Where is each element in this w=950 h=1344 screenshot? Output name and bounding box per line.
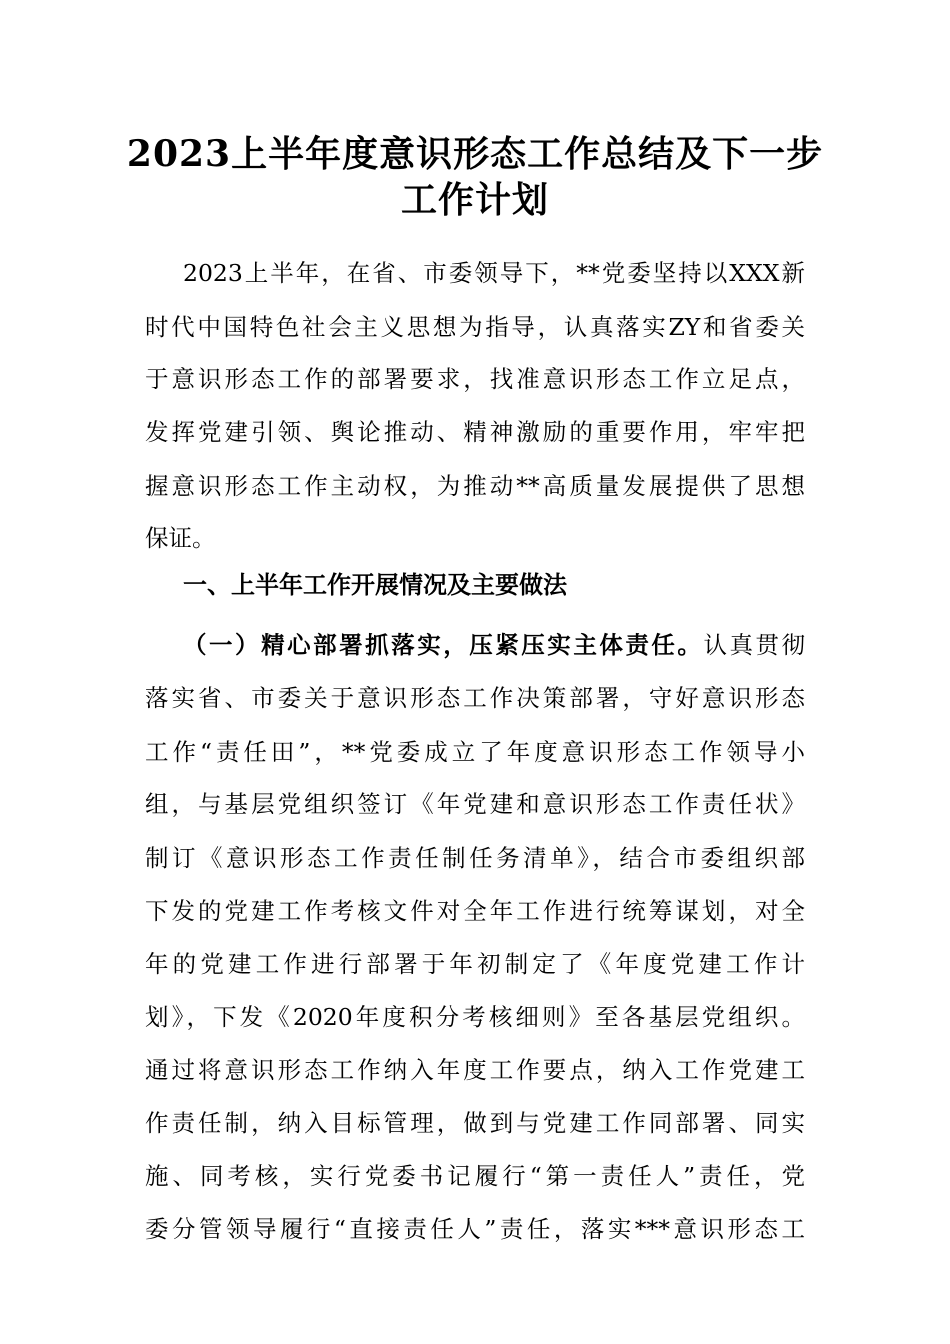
body-paragraph-line: 施、同考核，实行党委书记履行“第一责任人”责任，党	[145, 1162, 805, 1190]
subsection-heading: （一）精心部署抓落实，压紧压实主体责任。	[183, 631, 704, 659]
body-paragraph-line: 年的党建工作进行部署于年初制定了《年度党建工作计	[145, 950, 805, 978]
intro-paragraph-line: 握意识形态工作主动权，为推动**高质量发展提供了思想	[145, 472, 805, 500]
body-paragraph-line: 划》，下发《2020年度积分考核细则》至各基层党组织。	[145, 1003, 805, 1031]
body-paragraph-line: 组，与基层党组织签订《年党建和意识形态工作责任状》	[145, 790, 805, 818]
intro-paragraph-line: 于意识形态工作的部署要求，找准意识形态工作立足点，	[145, 365, 805, 393]
subsection-lead-tail: 认真贯彻	[703, 631, 806, 659]
body-paragraph-line: 委分管领导履行“直接责任人”责任，落实***意识形态工	[145, 1215, 805, 1243]
body-paragraph-line: 制订《意识形态工作责任制任务清单》，结合市委组织部	[145, 844, 805, 872]
document-title-line-2: 工作计划	[400, 179, 549, 221]
section-heading: 一、上半年工作开展情况及主要做法	[183, 570, 567, 599]
body-paragraph-line: 通过将意识形态工作纳入年度工作要点，纳入工作党建工	[145, 1056, 805, 1084]
subsection-lead-line	[183, 628, 805, 662]
body-paragraph-line: 工作“责任田”，**党委成立了年度意识形态工作领导小	[145, 738, 805, 766]
body-paragraph-line: 下发的党建工作考核文件对全年工作进行统筹谋划，对全	[145, 897, 805, 925]
intro-paragraph-line: 时代中国特色社会主义思想为指导，认真落实ZY和省委关	[145, 313, 805, 341]
body-paragraph-line: 落实省、市委关于意识形态工作决策部署，守好意识形态	[145, 684, 805, 712]
document-title-line-1: 2023上半年度意识形态工作总结及下一步	[126, 133, 824, 175]
intro-paragraph-line: 保证。	[145, 524, 216, 552]
body-paragraph-line: 作责任制，纳入目标管理，做到与党建工作同部署、同实	[145, 1109, 805, 1137]
intro-paragraph-line: 发挥党建引领、舆论推动、精神激励的重要作用，牢牢把	[145, 418, 805, 446]
intro-paragraph-line: 2023上半年，在省、市委领导下，**党委坚持以XXX新	[183, 259, 805, 287]
